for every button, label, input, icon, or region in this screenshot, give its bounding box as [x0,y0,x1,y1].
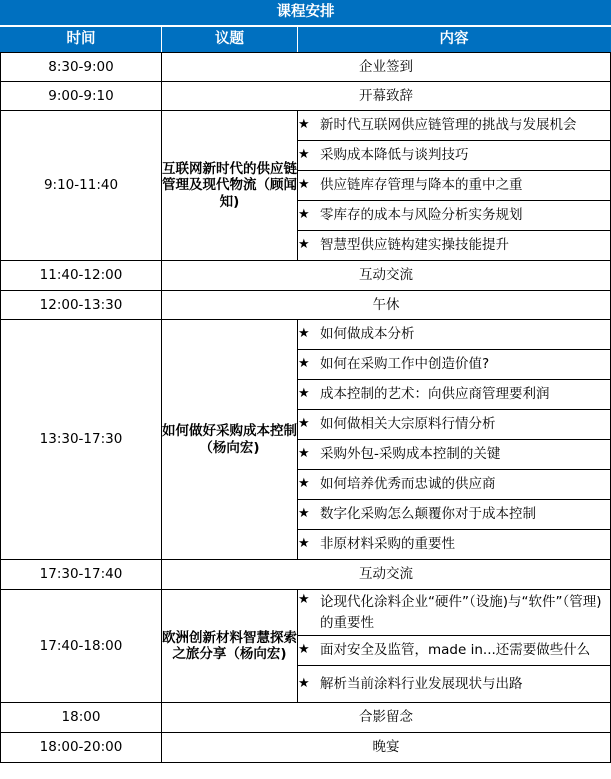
content-item: ★ 采购成本降低与谈判技巧 [298,141,611,171]
star-bullet-icon: ★ [298,642,310,658]
row-time: 11:40-12:00 [1,261,162,291]
star-bullet-icon: ★ [298,207,310,223]
star-bullet-icon: ★ [298,506,310,522]
header-row [1,26,611,53]
star-bullet-icon: ★ [298,326,310,342]
star-bullet-icon: ★ [298,117,310,133]
header-content: 内容 [298,26,611,53]
star-bullet-icon: ★ [298,536,310,552]
content-item: ★ 解析当前涂料行业发展现状与出路 [298,666,611,703]
content-item: ★ 如何在采购工作中创造价值? [298,350,611,380]
star-bullet-icon: ★ [298,147,310,163]
table-row [1,733,611,763]
star-bullet-icon: ★ [298,476,310,492]
content-item: ★ 非原材料采购的重要性 [298,530,611,560]
header-topic: 议题 [162,26,298,53]
table-row [1,590,611,636]
content-item: ★ 如何培养优秀而忠诚的供应商 [298,470,611,500]
row-activity: 开幕致辞 [162,82,611,111]
table-title: 课程安排 [1,1,611,27]
content-item: ★ 供应链库存管理与降本的重中之重 [298,171,611,201]
row-activity: 合影留念 [162,703,611,733]
header-time: 时间 [1,26,162,53]
content-item: ★ 零库存的成本与风险分析实务规划 [298,201,611,231]
row-time: 9:00-9:10 [1,82,162,111]
row-activity: 互动交流 [162,261,611,291]
row-time: 12:00-13:30 [1,291,162,320]
content-item: ★ 面对安全及监管，made in...还需要做些什么 [298,636,611,666]
title-row [1,1,611,27]
table-row [1,261,611,291]
star-bullet-icon: ★ [298,237,310,253]
row-time: 17:30-17:40 [1,560,162,590]
content-item: ★ 如何做相关大宗原料行情分析 [298,410,611,440]
content-item: ★ 采购外包-采购成本控制的关键 [298,440,611,470]
row-activity: 互动交流 [162,560,611,590]
star-bullet-icon: ★ [298,675,310,691]
content-item: ★ 智慧型供应链构建实操技能提升 [298,231,611,261]
row-activity: 午休 [162,291,611,320]
row-time: 18:00-20:00 [1,733,162,763]
table-row [1,320,611,350]
row-activity: 企业签到 [162,53,611,82]
content-item: ★ 论现代化涂料企业“硬件”（设施)与“软件”（管理)的重要性 [298,590,611,636]
content-item: ★ 成本控制的艺术：向供应商管理要利润 [298,380,611,410]
star-bullet-icon: ★ [298,386,310,402]
content-item: ★ 如何做成本分析 [298,320,611,350]
session-topic: 互联网新时代的供应链管理及现代物流（顾闻知) [162,111,298,261]
star-bullet-icon: ★ [298,592,310,608]
table-row [1,111,611,141]
content-item: ★ 新时代互联网供应链管理的挑战与发展机会 [298,111,611,141]
star-bullet-icon: ★ [298,177,310,193]
star-bullet-icon: ★ [298,416,310,432]
row-time: 13:30-17:30 [1,320,162,560]
row-time: 9:10-11:40 [1,111,162,261]
session-topic: 欧洲创新材料智慧探索之旅分享（杨向宏) [162,590,298,703]
content-item: ★ 数字化采购怎么颠覆你对于成本控制 [298,500,611,530]
row-time: 8:30-9:00 [1,53,162,82]
session-topic: 如何做好采购成本控制（杨向宏) [162,320,298,560]
row-activity: 晚宴 [162,733,611,763]
table-row [1,560,611,590]
table-row [1,82,611,111]
row-time: 17:40-18:00 [1,590,162,703]
table-row [1,291,611,320]
table-row [1,53,611,82]
row-time: 18:00 [1,703,162,733]
star-bullet-icon: ★ [298,356,310,372]
table-row [1,703,611,733]
star-bullet-icon: ★ [298,446,310,462]
